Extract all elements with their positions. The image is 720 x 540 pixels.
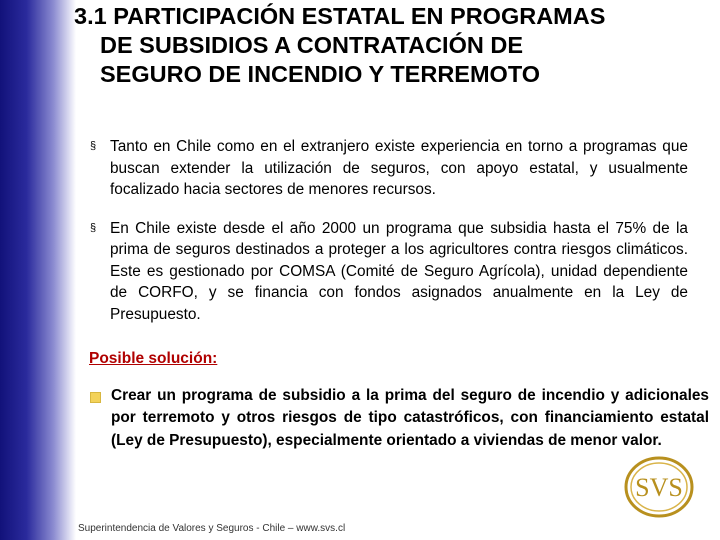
footer-text: Superintendencia de Valores y Seguros - Chile – www.svs.cl [78,523,346,534]
solution-item [90,385,709,452]
square-bullet-icon [90,392,101,403]
title-line-2: DE SUBSIDIOS A CONTRATACIÓN DE [100,32,524,58]
bullet-marker: § [90,221,97,234]
title-line-1: 3.1 PARTICIPACIÓN ESTATAL EN PROGRAMAS [74,3,606,29]
bullet-text: En Chile existe desde el año 2000 un programa que subsidia hasta el 75% de la prima de seguros destinados a proteger a los agricultores contra riesgos climáticos. Este es gestionado por COMSA (Comité de Seguro Agrícola), unidad dependiente de CORFO, y se financia con fondos asignados anualmente en la Ley de Presupuesto. [110,219,688,323]
bullet-list [90,136,688,325]
bullet-text: Tanto en Chile como en el extranjero existe experiencia en torno a programas que buscan extender la utilización de seguros, con apoyo estatal, y usualmente focalizado hacia sectores de menores recursos. [110,138,688,198]
sidebar-gradient [0,0,76,540]
bullet-marker: § [90,140,97,152]
logo-text: SVS [635,473,683,502]
slide-title [74,2,720,89]
title-line-3: SEGURO DE INCENDIO Y TERREMOTO [100,61,541,87]
solution-heading: Posible solución: [89,350,218,367]
bullet-item [90,218,688,326]
svs-logo [624,456,694,518]
bullet-item [90,136,688,201]
solution-text: Crear un programa de subsidio a la prima del seguro de incendio y adicionales por terremoto y otros riesgos de tipo catastróficos, con financiamiento estatal (Ley de Presupuesto), especialmente orientado a viviendas de menor valor. [111,387,709,449]
